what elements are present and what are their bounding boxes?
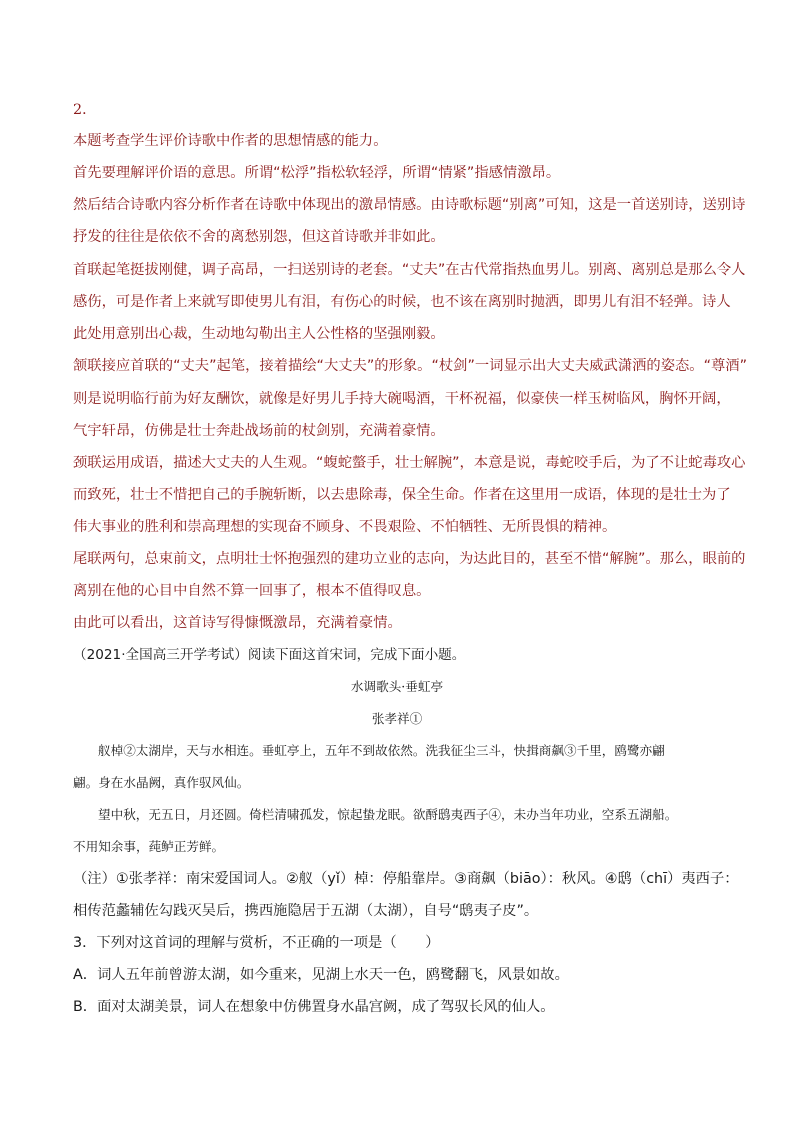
answer-line: 伟大事业的胜利和崇高理想的实现奋不顾身、不畏艰险、不怕牺牲、无所畏惧的精神。 [73, 519, 617, 535]
answer-line: 首先要理解评价语的意思。所谓“松浮”指松软轻浮，所谓“情紧”指感情激昂。 [73, 165, 561, 181]
answer-line: 而致死，壮士不惜把自己的手腕斩断，以去患除毒，保全生命。作者在这里用一成语，体现的是壮士为了 [73, 487, 731, 503]
answer-number: 2． [73, 102, 97, 118]
answer-line: 本题考查学生评价诗歌中作者的思想情感的能力。 [73, 133, 388, 149]
poem-line: 舣棹②太湖岸，天与水相连。垂虹亭上，五年不到故依然。洗我征尘三斗，快揖商飙③千里，鸥鹭亦翩 [98, 743, 665, 758]
answer-line: 尾联两句，总束前文，点明壮士怀抱强烈的建功立业的志向，为达此目的，甚至不惜“解腕”。那么，眼前的 [73, 551, 746, 567]
answer-line: 抒发的往往是依依不舍的离愁别怨，但这首诗歌并非如此。 [73, 229, 445, 245]
option-b: B．面对太湖美景，词人在想象中仿佛置身水晶宫阙，成了驾驭长风的仙人。 [73, 999, 555, 1015]
answer-line: 则是说明临行前为好友酬饮，就像是好男儿手持大碗喝酒，干杯祝福，似豪侠一样玉树临风，胸怀开阔， [73, 391, 731, 407]
answer-line: 感伤，可是作者上来就写即使男儿有泪，有伤心的时候，也不该在离别时抛洒，即男儿有泪不轻弹。诗人 [73, 294, 731, 310]
poem-author: 张孝祥① [371, 711, 423, 726]
answer-line: 离别在他的心目中自然不算一回事了，根本不值得叹息。 [73, 583, 431, 599]
answer-line: 气宇轩昂，仿佛是壮士奔赴战场前的杖剑别，充满着豪情。 [73, 423, 445, 439]
answer-line: 颈联运用成语，描述大丈夫的人生观。“蝮蛇螫手，壮士解腕”，本意是说，毒蛇咬手后，为了不让蛇毒攻心 [73, 455, 746, 471]
poem-note: 相传范蠡辅佐勾践灭吴后，携西施隐居于五湖（太湖），自号“鸱夷子皮”。 [73, 903, 539, 919]
question-3-stem: 3．下列对这首词的理解与赏析，不正确的一项是（ ） [73, 935, 440, 951]
option-a: A．词人五年前曾游太湖，如今重来，见湖上水天一色，鸥鹭翻飞，风景如故。 [73, 967, 569, 983]
poem-line: 翩。身在水晶阙，真作驭风仙。 [73, 775, 250, 790]
poem-title: 水调歌头·垂虹亭 [350, 679, 444, 694]
poem-line: 不用知余事，莼鲈正芳鲜。 [73, 839, 225, 854]
poem-line: 望中秋，无五日，月还圆。倚栏清啸孤发，惊起蛰龙眠。欲酹鸱夷西子④，未办当年功业，空系五湖船。 [98, 807, 678, 822]
poem-note: （注）①张孝祥：南宋爱国词人。②舣（yǐ）棹：停船靠岸。③商飙（biāo）：秋风。④鸱（chī）夷西子： [73, 871, 739, 887]
answer-line: 首联起笔挺拔刚健，调子高昂，一扫送别诗的老套。“丈夫”在古代常指热血男儿。别离、离别总是那么令人 [73, 262, 746, 278]
answer-line: 颔联接应首联的“丈夫”起笔，接着描绘“大丈夫”的形象。“杖剑”一词显示出大丈夫威武潇洒的姿态。“尊酒” [73, 358, 748, 374]
answer-line: 然后结合诗歌内容分析作者在诗歌中体现出的激昂情感。由诗歌标题“别离”可知，这是一首送别诗，送别诗 [73, 197, 746, 213]
question-intro: （2021·全国高三开学考试）阅读下面这首宋词，完成下面小题。 [73, 647, 466, 663]
answer-line: 由此可以看出，这首诗写得慷慨激昂，充满着豪情。 [73, 615, 402, 631]
answer-line: 此处用意别出心裁，生动地勾勒出主人公性格的坚强刚毅。 [73, 326, 445, 342]
